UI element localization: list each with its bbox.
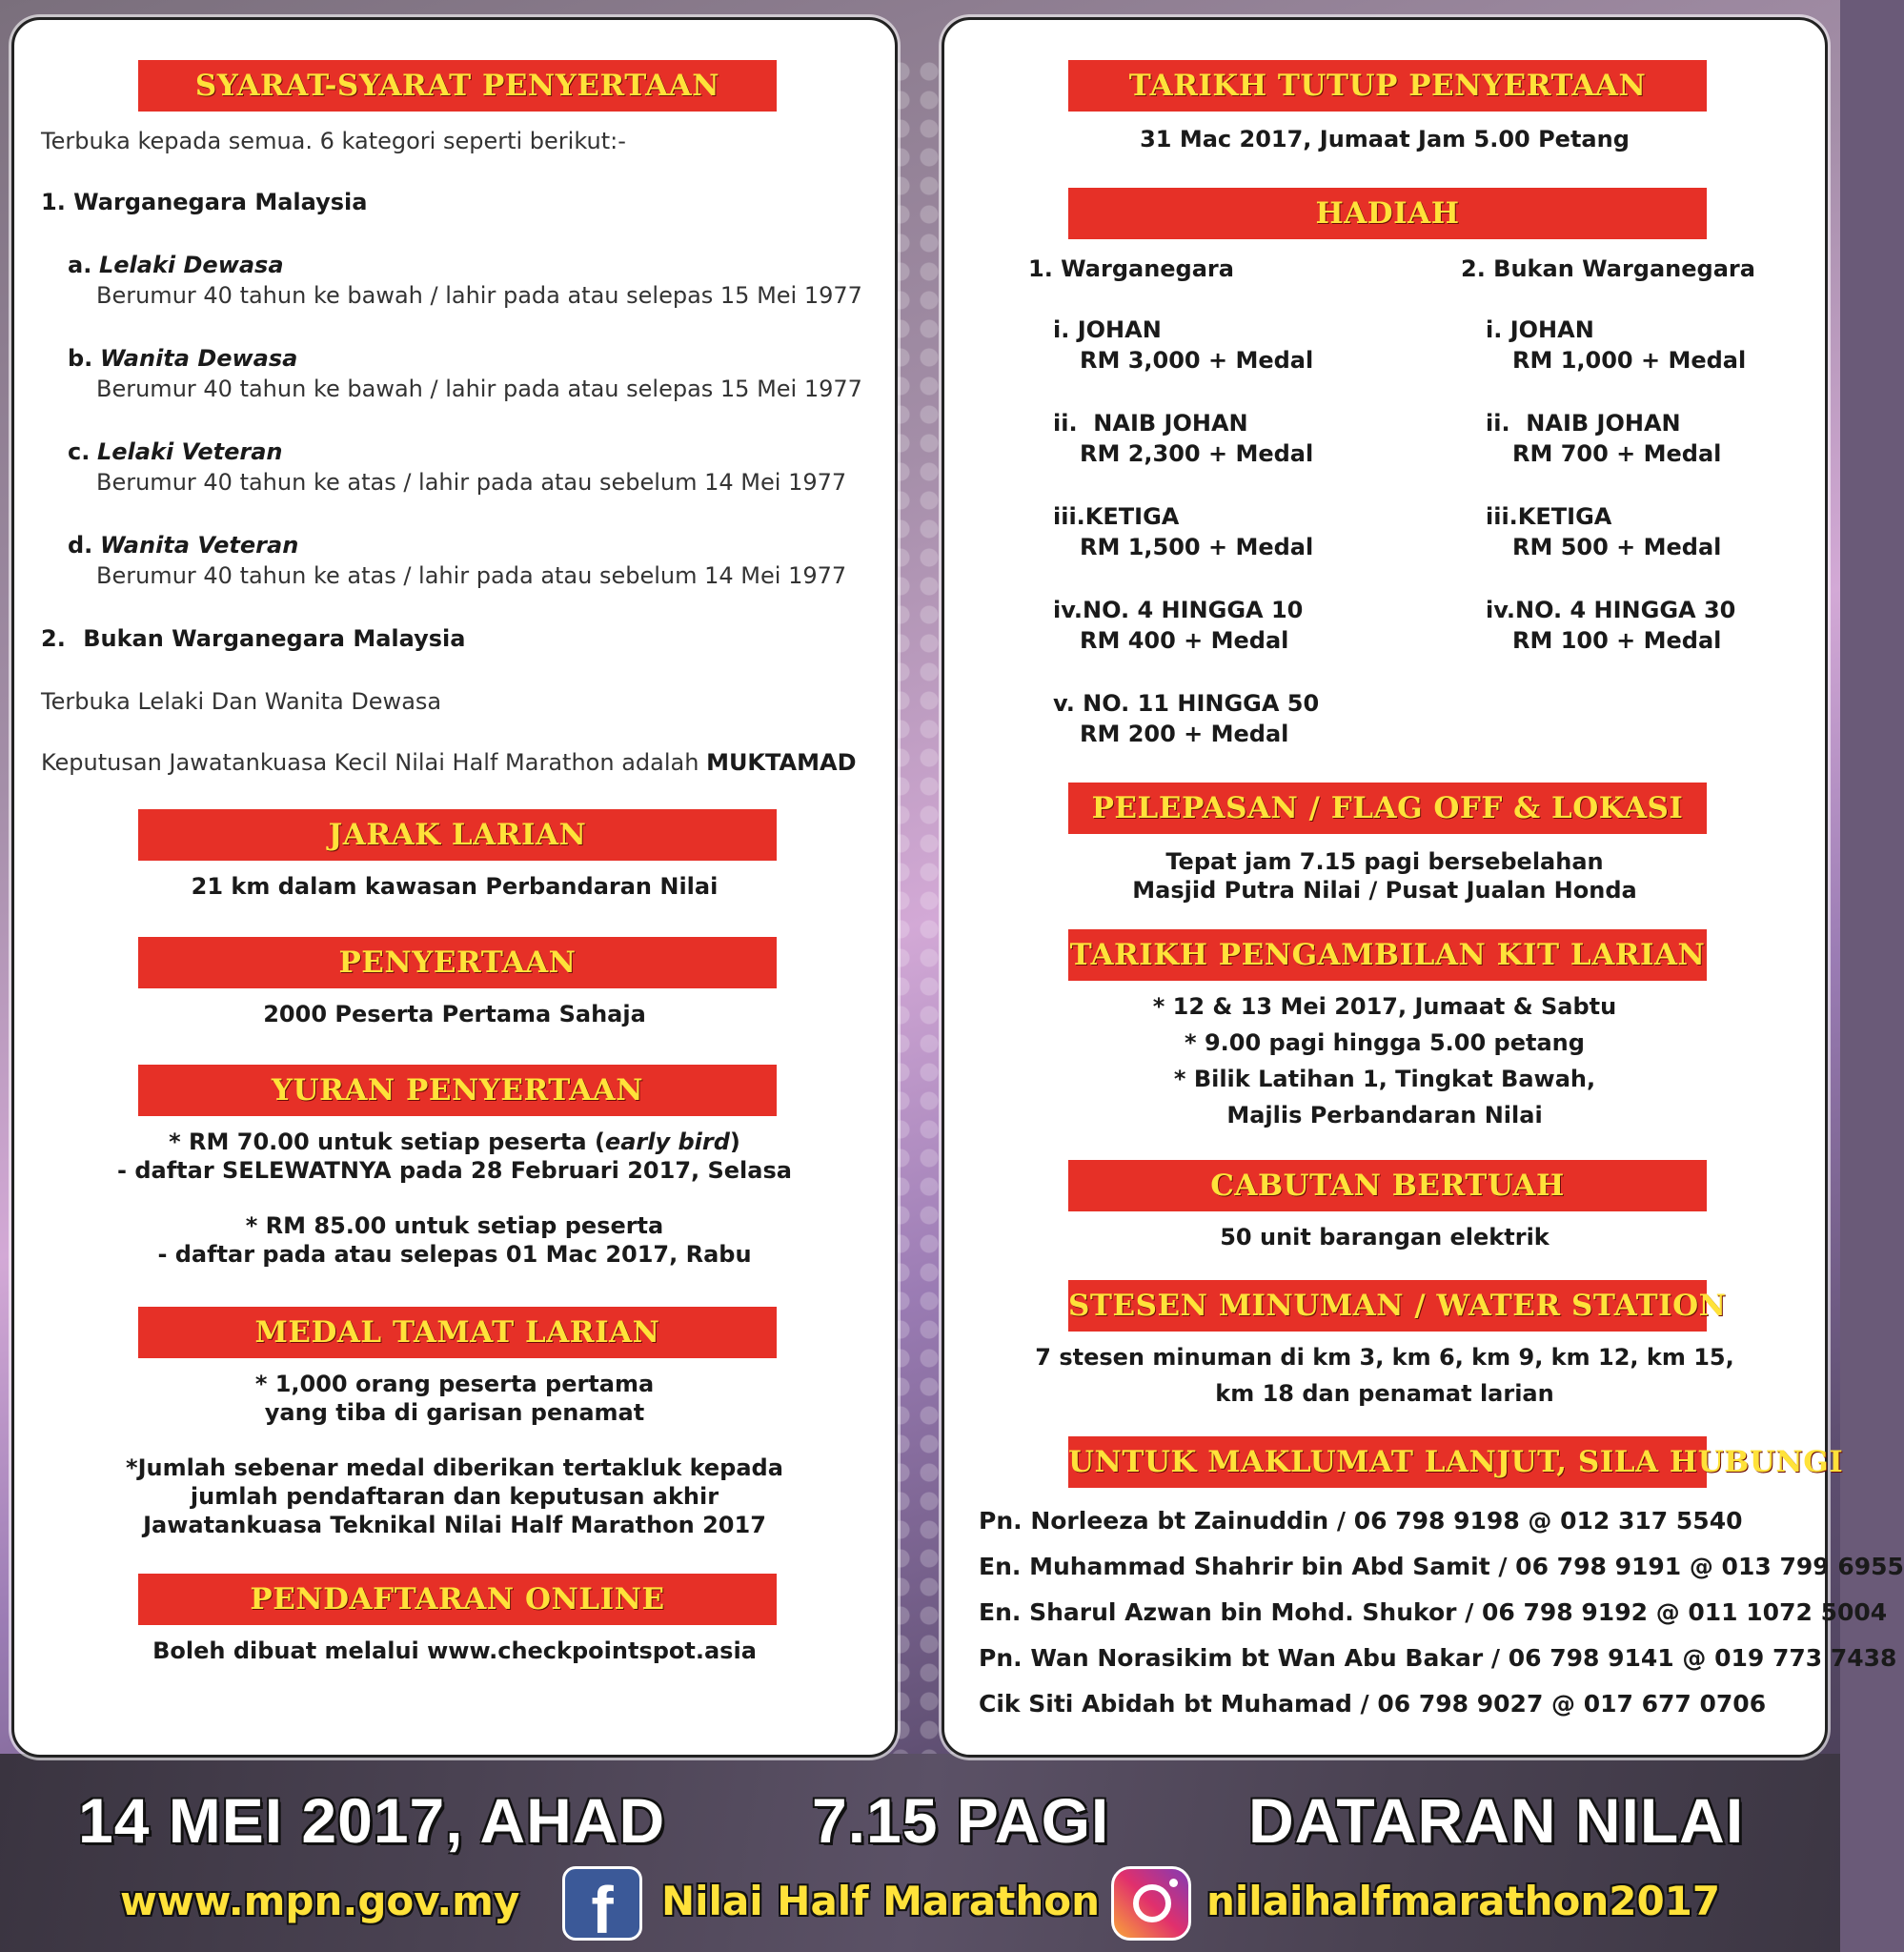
prize-rank-label: i. xyxy=(1486,316,1503,343)
prize-rank-label: iii. xyxy=(1053,503,1085,530)
category-2-number: 2. xyxy=(41,625,66,652)
kit-line-4: Majlis Perbandaran Nilai xyxy=(1226,1102,1543,1128)
prize-rank xyxy=(1053,409,1248,437)
hubungi-header: UNTUK MAKLUMAT LANJUT, SILA HUBUNGI xyxy=(1068,1436,1707,1488)
prize-rank-name: KETIGA xyxy=(1084,503,1180,530)
decision-bold: MUKTAMAD xyxy=(706,749,857,776)
prize-rank xyxy=(1053,689,1319,718)
category-b-label: b. xyxy=(68,345,93,372)
medal-line-4: jumlah pendaftaran dan keputusan akhir xyxy=(190,1483,719,1510)
cabutan-header: CABUTAN BERTUAH xyxy=(1068,1160,1707,1211)
penyertaan-header: PENYERTAAN xyxy=(138,937,777,988)
prize-amount: RM 400 + Medal xyxy=(1080,627,1289,654)
prize-rank-label: iv. xyxy=(1486,597,1516,623)
prize-rank-name: NO. 4 HINGGA 30 xyxy=(1515,597,1736,623)
pelepasan-header: PELEPASAN / FLAG OFF & LOKASI xyxy=(1068,783,1707,834)
prize-rank-label: v. xyxy=(1053,690,1075,717)
instagram-icon-dot xyxy=(1169,1879,1178,1887)
category-b xyxy=(68,344,297,373)
facebook-icon: f xyxy=(562,1866,642,1941)
tutup-header: TARIKH TUTUP PENYERTAAN xyxy=(1068,60,1707,112)
penyertaan-text: 2000 Peserta Pertama Sahaja xyxy=(263,1001,646,1027)
prize-rank-label: i. xyxy=(1053,316,1070,343)
prize-rank-name: NO. 4 HINGGA 10 xyxy=(1083,597,1304,623)
medal-line-1: * 1,000 orang peserta pertama xyxy=(254,1371,655,1397)
prize-amount: RM 2,300 + Medal xyxy=(1080,440,1314,467)
open-text: Terbuka Lelaki Dan Wanita Dewasa xyxy=(41,688,442,715)
instagram-icon-ring xyxy=(1133,1884,1171,1922)
category-d-desc: Berumur 40 tahun ke atas / lahir pada atau sebelum 14 Mei 1977 xyxy=(96,562,847,589)
category-2-title: Bukan Warganegara Malaysia xyxy=(83,625,466,652)
prize-rank xyxy=(1486,596,1735,624)
medal-line-5: Jawatankuasa Teknikal Nilai Half Marathon 2017 xyxy=(143,1512,766,1538)
tutup-text: 31 Mac 2017, Jumaat Jam 5.00 Petang xyxy=(1140,126,1630,152)
yuran-line-3: * RM 85.00 untuk setiap peserta xyxy=(245,1212,664,1239)
prize-rank-name: JOHAN xyxy=(1077,316,1162,343)
category-1: 1. Warganegara Malaysia xyxy=(41,189,368,215)
jarak-text: 21 km dalam kawasan Perbandaran Nilai xyxy=(191,873,719,900)
yuran-line-4: - daftar pada atau selepas 01 Mac 2017, Rabu xyxy=(157,1241,752,1268)
yuran-line-1-post: ) xyxy=(729,1128,740,1155)
contact-line: En. Muhammad Shahrir bin Abd Samit / 06 798 9191 @ 013 799 6955 xyxy=(979,1553,1904,1580)
prize-amount: RM 200 + Medal xyxy=(1080,721,1289,747)
category-a xyxy=(68,251,284,279)
decision-text xyxy=(41,748,857,777)
category-b-desc: Berumur 40 tahun ke bawah / lahir pada atau selepas 15 Mei 1977 xyxy=(96,376,862,402)
website-link[interactable]: www.mpn.gov.my xyxy=(120,1878,520,1924)
prize-amount: RM 100 + Medal xyxy=(1512,627,1722,654)
yuran-line-1 xyxy=(14,1128,895,1156)
category-c-label: c. xyxy=(68,438,91,465)
hadiah-col1-head: 1. Warganegara xyxy=(1028,255,1234,282)
pelepasan-line-2: Masjid Putra Nilai / Pusat Jualan Honda xyxy=(1132,877,1637,904)
prize-amount: RM 1,500 + Medal xyxy=(1080,534,1314,560)
prize-rank xyxy=(1486,502,1611,531)
category-d-title: Wanita Veteran xyxy=(99,532,299,559)
prize-rank xyxy=(1053,315,1162,344)
category-c xyxy=(68,437,283,466)
online-header: PENDAFTARAN ONLINE xyxy=(138,1574,777,1625)
category-c-title: Lelaki Veteran xyxy=(96,438,283,465)
event-time: 7.15 PAGI xyxy=(812,1785,1110,1856)
prize-rank xyxy=(1486,315,1594,344)
prize-rank-label: iv. xyxy=(1053,597,1084,623)
medal-header: MEDAL TAMAT LARIAN xyxy=(138,1307,777,1358)
kit-header: TARIKH PENGAMBILAN KIT LARIAN xyxy=(1068,929,1707,981)
prize-rank-name: JOHAN xyxy=(1509,316,1594,343)
facebook-page-link[interactable]: Nilai Half Marathon xyxy=(661,1878,1101,1924)
category-d-label: d. xyxy=(68,532,93,559)
contact-line: Cik Siti Abidah bt Muhamad / 06 798 9027 @ 017 677 0706 xyxy=(979,1690,1767,1718)
prize-rank xyxy=(1053,502,1179,531)
stesen-line-2: km 18 dan penamat larian xyxy=(1215,1380,1554,1407)
medal-line-3: *Jumlah sebenar medal diberikan tertakluk kepada xyxy=(126,1454,783,1481)
category-a-label: a. xyxy=(68,252,92,278)
yuran-line-1-pre: * RM 70.00 untuk setiap peserta ( xyxy=(169,1128,605,1155)
prize-amount: RM 3,000 + Medal xyxy=(1080,347,1314,374)
prize-rank-name: NAIB JOHAN xyxy=(1526,410,1681,437)
yuran-line-2: - daftar SELEWATNYA pada 28 Februari 2017, Selasa xyxy=(117,1157,792,1184)
event-venue: DATARAN NILAI xyxy=(1248,1785,1745,1856)
category-c-desc: Berumur 40 tahun ke atas / lahir pada atau sebelum 14 Mei 1977 xyxy=(96,469,847,496)
syarat-header: SYARAT-SYARAT PENYERTAAN xyxy=(138,60,777,112)
syarat-intro: Terbuka kepada semua. 6 kategori seperti berikut:- xyxy=(41,128,626,154)
prize-rank-name: KETIGA xyxy=(1517,503,1612,530)
prize-rank-label: iii. xyxy=(1486,503,1518,530)
kit-line-1: * 12 & 13 Mei 2017, Jumaat & Sabtu xyxy=(1152,993,1617,1020)
prize-rank-label: ii. xyxy=(1486,410,1510,437)
contact-line: Pn. Norleeza bt Zainuddin / 06 798 9198 @ 012 317 5540 xyxy=(979,1507,1743,1535)
yuran-header: YURAN PENYERTAAN xyxy=(138,1065,777,1116)
event-date: 14 MEI 2017, AHAD xyxy=(78,1785,666,1856)
stesen-line-1: 7 stesen minuman di km 3, km 6, km 9, km 12, km 15, xyxy=(1035,1344,1734,1371)
prize-amount: RM 500 + Medal xyxy=(1512,534,1722,560)
kit-line-2: * 9.00 pagi hingga 5.00 petang xyxy=(1185,1029,1585,1056)
category-a-title: Lelaki Dewasa xyxy=(98,252,284,278)
yuran-line-1-italic: early bird xyxy=(604,1128,730,1155)
category-2 xyxy=(41,624,465,653)
category-d xyxy=(68,531,298,559)
stesen-header: STESEN MINUMAN / WATER STATION xyxy=(1068,1280,1707,1332)
prize-rank xyxy=(1053,596,1303,624)
instagram-link[interactable]: nilaihalfmarathon2017 xyxy=(1206,1878,1721,1924)
pelepasan-line-1: Tepat jam 7.15 pagi bersebelahan xyxy=(1165,848,1604,875)
medal-line-2: yang tiba di garisan penamat xyxy=(264,1399,645,1426)
kit-line-3: * Bilik Latihan 1, Tingkat Bawah, xyxy=(1173,1066,1596,1092)
left-panel xyxy=(11,17,898,1758)
prize-rank xyxy=(1486,409,1681,437)
prize-amount: RM 1,000 + Medal xyxy=(1512,347,1747,374)
right-panel xyxy=(942,17,1904,1758)
jarak-header: JARAK LARIAN xyxy=(138,809,777,861)
contact-line: Pn. Wan Norasikim bt Wan Abu Bakar / 06 798 9141 @ 019 773 7438 xyxy=(979,1644,1897,1672)
contact-line: En. Sharul Azwan bin Mohd. Shukor / 06 798 9192 @ 011 1072 5004 xyxy=(979,1598,1888,1626)
instagram-icon xyxy=(1111,1866,1191,1941)
category-a-desc: Berumur 40 tahun ke bawah / lahir pada atau selepas 15 Mei 1977 xyxy=(96,282,862,309)
category-b-title: Wanita Dewasa xyxy=(99,345,298,372)
decision-prefix: Keputusan Jawatankuasa Kecil Nilai Half Marathon adalah xyxy=(41,749,699,776)
hadiah-header: HADIAH xyxy=(1068,188,1707,239)
prize-amount: RM 700 + Medal xyxy=(1512,440,1722,467)
prize-rank-name: NAIB JOHAN xyxy=(1093,410,1248,437)
online-text: Boleh dibuat melalui www.checkpointspot.asia xyxy=(152,1637,757,1664)
prize-rank-name: NO. 11 HINGGA 50 xyxy=(1083,690,1320,717)
cabutan-text: 50 unit barangan elektrik xyxy=(1220,1224,1550,1250)
hadiah-col2-head: 2. Bukan Warganegara xyxy=(1461,255,1755,282)
prize-rank-label: ii. xyxy=(1053,410,1078,437)
